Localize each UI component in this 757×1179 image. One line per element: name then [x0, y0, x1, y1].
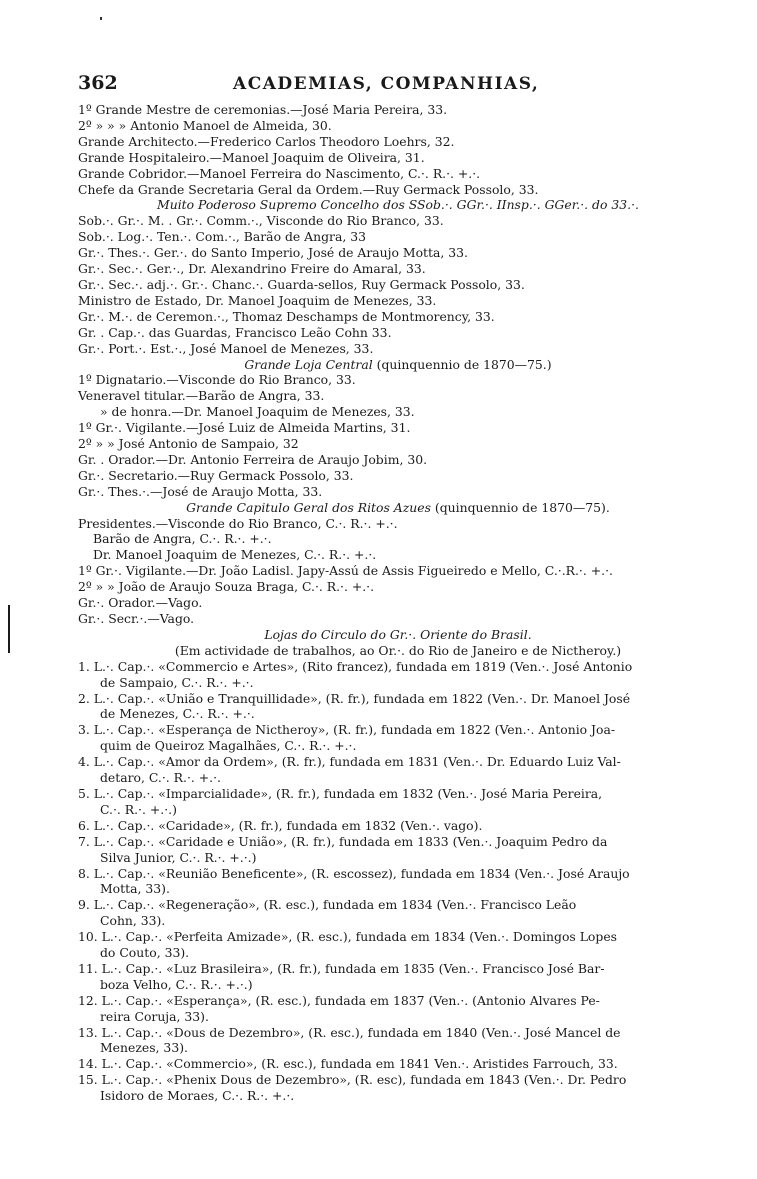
- text-line: 10. L.·. Cap.·. «Perfeita Amizade», (R. esc.), fundada em 1834 (Ven.·. Domingos Lopes: [78, 929, 618, 945]
- text-line: 11. L.·. Cap.·. «Luz Brasileira», (R. fr.), fundada em 1835 (Ven.·. Francisco José Bar-: [78, 960, 605, 976]
- section-heading: [78, 357, 718, 373]
- text-line: Grande Cobridor.—Manoel Ferreira do Nascimento, C.·. R.·. +.·.: [78, 165, 481, 181]
- text-line: Motta, 33).: [100, 881, 170, 897]
- text-line: 14. L.·. Cap.·. «Commercio», (R. esc.), fundada em 1841 Ven.·. Aristides Farrouch, 33.: [78, 1056, 618, 1072]
- text-line: Grande Architecto.—Frederico Carlos Theodoro Loehrs, 32.: [78, 133, 455, 149]
- text-line: C.·. R.·. +.·.): [100, 801, 177, 817]
- text-line: Gr.·. Secr.·.—Vago.: [78, 611, 195, 626]
- text-line: Gr. . Orador.—Dr. Antonio Ferreira de Araujo Jobim, 30.: [78, 451, 428, 467]
- text-line: Sob.·. Gr.·. M. . Gr.·. Comm.·., Visconde do Rio Branco, 33.: [78, 213, 444, 229]
- text-line: Gr.·. Secretario.—Ruy Germack Possolo, 33.: [78, 467, 354, 483]
- text-line: Gr. . Cap.·. das Guardas, Francisco Leão Cohn 33.: [78, 324, 392, 340]
- text-line: de Menezes, C.·. R.·. +.·.: [100, 706, 255, 722]
- text-line: 3. L.·. Cap.·. «Esperança de Nictheroy», (R. fr.), fundada em 1822 (Ven.·. Antonio Joa-: [78, 722, 616, 738]
- text-line: 1º Gr.·. Vigilante.—Dr. João Ladisl. Japy-Assú de Assis Figueiredo e Mello, C.·.R.·. +.·.: [78, 563, 613, 579]
- text-line: 7. L.·. Cap.·. «Caridade e União», (R. fr.), fundada em 1833 (Ven.·. Joaquim Pedro da: [78, 833, 608, 849]
- text-line: Grande Hospitaleiro.—Manoel Joaquim de Oliveira, 31.: [78, 149, 425, 165]
- text-line: quim de Queiroz Magalhães, C.·. R.·. +.·.: [100, 738, 357, 754]
- section-heading-period: (quinquennio de 1870—75).: [430, 499, 610, 515]
- text-line: Silva Junior, C.·. R.·. +.·.): [100, 849, 257, 865]
- text-line: Ministro de Estado, Dr. Manoel Joaquim de Menezes, 33.: [78, 292, 437, 308]
- text-line: 1º Grande Mestre de ceremonias.—José Maria Pereira, 33.: [78, 102, 448, 117]
- text-line: do Couto, 33).: [100, 945, 190, 961]
- text-line: Cohn, 33).: [100, 913, 166, 929]
- running-title: ACADEMIAS, COMPANHIAS,: [233, 74, 540, 94]
- text-line: 6. L.·. Cap.·. «Caridade», (R. fr.), fundada em 1832 (Ven.·. vago).: [78, 817, 483, 833]
- text-line: Barão de Angra, C.·. R.·. +.·.: [93, 531, 272, 547]
- text-line: Presidentes.—Visconde do Rio Branco, C.·. R.·. +.·.: [78, 515, 398, 531]
- text-line: Gr.·. Sec.·. Ger.·., Dr. Alexandrino Freire do Amaral, 33.: [78, 261, 426, 277]
- text-line: Gr.·. Sec.·. adj.·. Gr.·. Chanc.·. Guarda-sellos, Ruy Germack Possolo, 33.: [78, 276, 525, 292]
- text-line: Menezes, 33).: [100, 1040, 188, 1056]
- section-heading-title: Grande Loja Central: [244, 356, 373, 372]
- book-page: [78, 72, 718, 1104]
- text-line: Dr. Manoel Joaquim de Menezes, C.·. R.·. +.·.: [93, 547, 377, 563]
- section-heading-period: (quinquennio de 1870—75.): [372, 356, 552, 372]
- section-heading: [78, 627, 718, 643]
- text-line: 2º » » » Antonio Manoel de Almeida, 30.: [78, 117, 332, 133]
- text-line: (Em actividade de trabalhos, ao Or.·. do Rio de Janeiro e de Nictheroy.): [174, 642, 622, 658]
- text-line: 4. L.·. Cap.·. «Amor da Ordem», (R. fr.), fundada em 1831 (Ven.·. Dr. Eduardo Luiz Val-: [78, 754, 621, 770]
- text-line: 8. L.·. Cap.·. «Reunião Beneficente», (R. escossez), fundada em 1834 (Ven.·. José Araujo: [78, 865, 630, 881]
- text-line: reira Coruja, 33).: [100, 1008, 209, 1024]
- text-line: 15. L.·. Cap.·. «Phenix Dous de Dezembro», (R. esc), fundada em 1843 (Ven.·. Dr. Pedro: [78, 1072, 627, 1088]
- text-line: de Sampaio, C.·. R.·. +.·.: [100, 674, 254, 690]
- text-line: Sob.·. Log.·. Ten.·. Com.·., Barão de Angra, 33: [78, 229, 366, 245]
- text-line: Isidoro de Moraes, C.·. R.·. +.·.: [100, 1088, 295, 1104]
- print-speck: [100, 17, 102, 20]
- text-line: 2º » » João de Araujo Souza Braga, C.·. R.·. +.·.: [78, 579, 375, 595]
- text-line: 9. L.·. Cap.·. «Regeneração», (R. esc.), fundada em 1834 (Ven.·. Francisco Leão: [78, 897, 577, 913]
- page-number: 362: [78, 72, 118, 94]
- text-line: » de honra.—Dr. Manoel Joaquim de Menezes, 33.: [100, 404, 415, 420]
- text-line: 1º Gr.·. Vigilante.—José Luiz de Almeida Martins, 31.: [78, 420, 411, 436]
- text-line: 2. L.·. Cap.·. «União e Tranquillidade», (R. fr.), fundada em 1822 (Ven.·. Dr. Manoel José: [78, 690, 631, 706]
- text-line: detaro, C.·. R.·. +.·.: [100, 770, 221, 786]
- section-heading-title: Grande Capitulo Geral dos Ritos Azues: [186, 499, 431, 515]
- text-line: 13. L.·. Cap.·. «Dous de Dezembro», (R. esc.), fundada em 1840 (Ven.·. José Mancel de: [78, 1024, 621, 1040]
- section-heading: [78, 197, 718, 213]
- text-line: 2º » » José Antonio de Sampaio, 32: [78, 436, 299, 452]
- text-line: Chefe da Grande Secretaria Geral da Ordem.—Ruy Germack Possolo, 33.: [78, 181, 539, 197]
- section-heading-text: Muito Poderoso Supremo Concelho dos SSob.·. GGr.·. IInsp.·. GGer.·. do 33.·.: [157, 197, 639, 213]
- section-heading: [78, 500, 718, 516]
- text-line: boza Velho, C.·. R.·. +.·.): [100, 976, 253, 992]
- text-line: 12. L.·. Cap.·. «Esperança», (R. esc.), fundada em 1837 (Ven.·. (Antonio Alvares Pe-: [78, 992, 600, 1008]
- section-heading-text: Lojas do Circulo do Gr.·. Oriente do Brasil.: [264, 626, 532, 642]
- text-line: 1º Dignatario.—Visconde do Rio Branco, 33.: [78, 372, 356, 388]
- text-line: Veneravel titular.—Barão de Angra, 33.: [78, 388, 325, 404]
- text-line: Gr.·. Orador.—Vago.: [78, 595, 203, 611]
- text-line: 1. L.·. Cap.·. «Commercio e Artes», (Rito francez), fundada em 1819 (Ven.·. José Antonio: [78, 658, 633, 674]
- text-line: Gr.·. M.·. de Ceremon.·., Thomaz Deschamps de Montmorency, 33.: [78, 308, 495, 324]
- text-line: Gr.·. Thes.·.—José de Araujo Motta, 33.: [78, 483, 323, 499]
- page-body: [78, 102, 718, 1104]
- margin-mark: [8, 605, 10, 653]
- text-line: 5. L.·. Cap.·. «Imparcialidade», (R. fr.), fundada em 1832 (Ven.·. José Maria Pereira,: [78, 785, 603, 801]
- text-line: Gr.·. Port.·. Est.·., José Manoel de Menezes, 33.: [78, 340, 374, 356]
- text-line: Gr.·. Thes.·. Ger.·. do Santo Imperio, José de Araujo Motta, 33.: [78, 245, 468, 261]
- page-header: [78, 72, 718, 102]
